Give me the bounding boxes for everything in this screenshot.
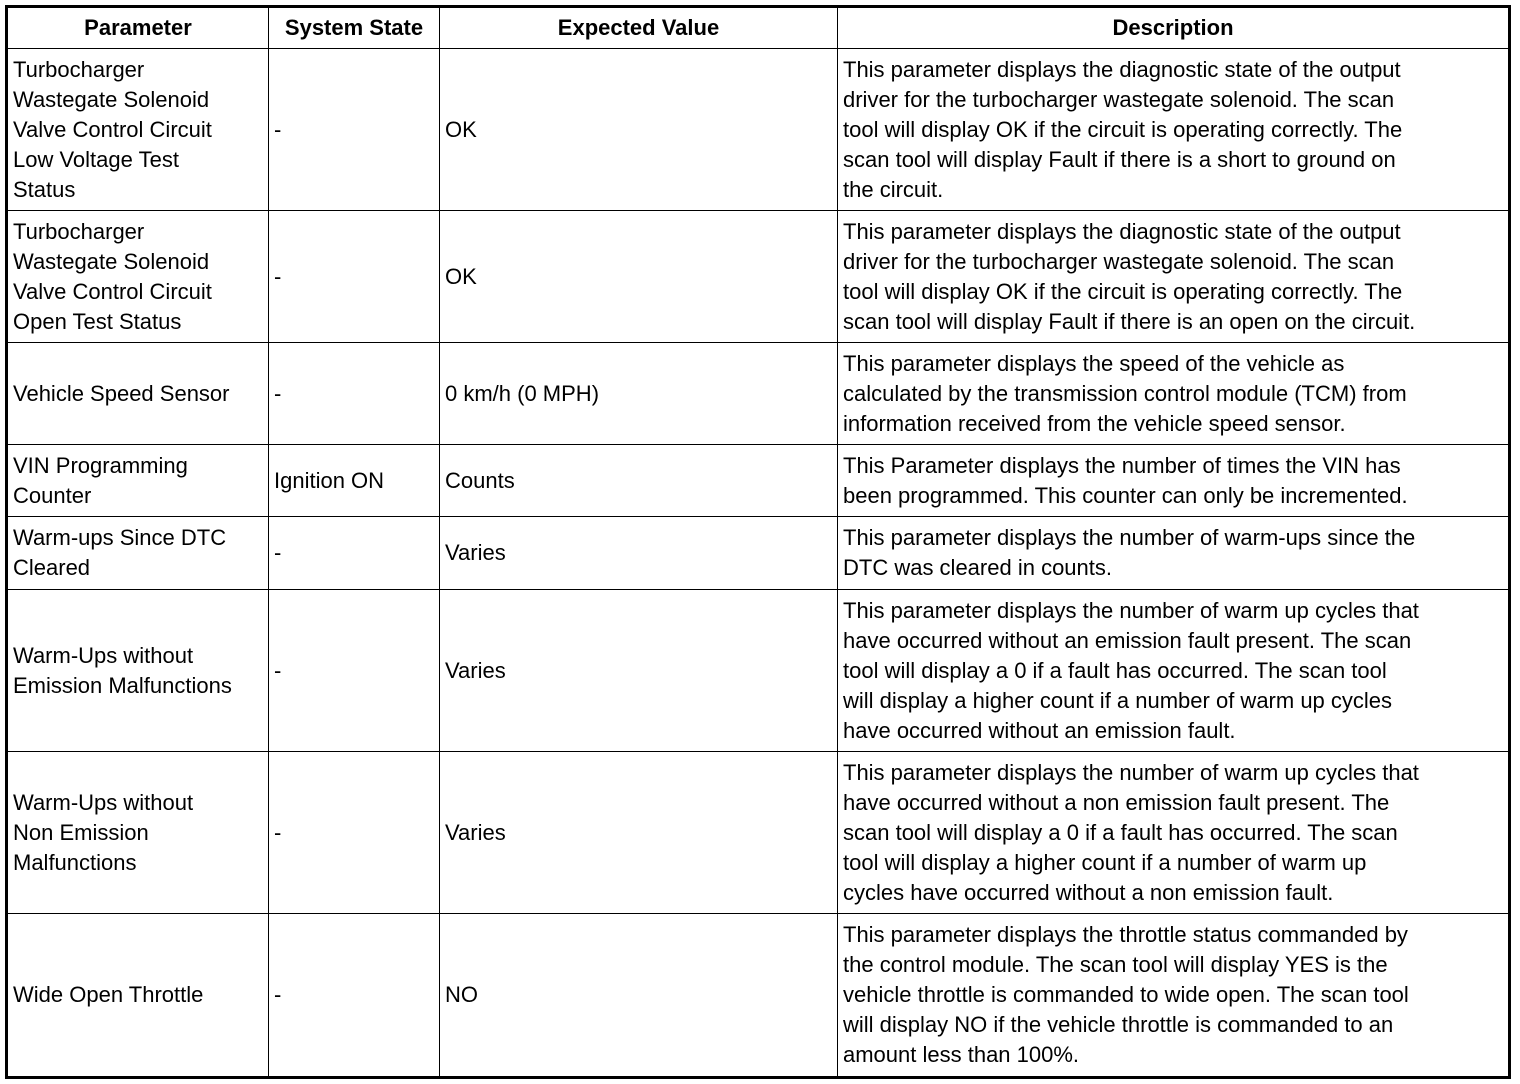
table-row bbox=[7, 445, 1510, 517]
cell-system-state: Ignition ON bbox=[269, 445, 440, 517]
cell-description: This parameter displays the throttle status commanded by the control module. The scan tool will display YES is the vehicle throttle is commanded to wide open. The scan tool will display NO if the vehicle throttle is commanded to an amount less than 100%. bbox=[838, 914, 1510, 1078]
cell-description: This parameter displays the number of warm up cycles that have occurred without an emission fault present. The scan tool will display a 0 if a fault has occurred. The scan tool will display a higher count if a number of warm up cycles have occurred without an emission fault. bbox=[838, 590, 1510, 752]
cell-parameter: Warm-Ups without Emission Malfunctions bbox=[7, 590, 269, 752]
cell-system-state: - bbox=[269, 343, 440, 445]
cell-parameter: Turbocharger Wastegate Solenoid Valve Control Circuit Open Test Status bbox=[7, 211, 269, 343]
header-parameter: Parameter bbox=[7, 7, 269, 49]
cell-parameter: Wide Open Throttle bbox=[7, 914, 269, 1078]
cell-expected-value: 0 km/h (0 MPH) bbox=[440, 343, 838, 445]
table-row bbox=[7, 517, 1510, 590]
header-system-state: System State bbox=[269, 7, 440, 49]
cell-expected-value: Varies bbox=[440, 752, 838, 914]
cell-system-state: - bbox=[269, 914, 440, 1078]
cell-parameter: Turbocharger Wastegate Solenoid Valve Control Circuit Low Voltage Test Status bbox=[7, 49, 269, 211]
cell-description: This parameter displays the number of warm-ups since the DTC was cleared in counts. bbox=[838, 517, 1510, 590]
cell-description: This Parameter displays the number of times the VIN has been programmed. This counter can only be incremented. bbox=[838, 445, 1510, 517]
cell-expected-value: Varies bbox=[440, 590, 838, 752]
cell-parameter: VIN Programming Counter bbox=[7, 445, 269, 517]
table-row bbox=[7, 49, 1510, 211]
cell-description: This parameter displays the speed of the vehicle as calculated by the transmission control module (TCM) from information received from the vehicle speed sensor. bbox=[838, 343, 1510, 445]
cell-system-state: - bbox=[269, 211, 440, 343]
cell-expected-value: OK bbox=[440, 211, 838, 343]
cell-expected-value: OK bbox=[440, 49, 838, 211]
cell-expected-value: Counts bbox=[440, 445, 838, 517]
header-expected-value: Expected Value bbox=[440, 7, 838, 49]
cell-expected-value: Varies bbox=[440, 517, 838, 590]
table-row bbox=[7, 914, 1510, 1078]
table-row bbox=[7, 343, 1510, 445]
parameter-table bbox=[5, 5, 1511, 1079]
header-description: Description bbox=[838, 7, 1510, 49]
cell-expected-value: NO bbox=[440, 914, 838, 1078]
table-row bbox=[7, 590, 1510, 752]
cell-system-state: - bbox=[269, 517, 440, 590]
cell-system-state: - bbox=[269, 752, 440, 914]
cell-parameter: Warm-ups Since DTC Cleared bbox=[7, 517, 269, 590]
cell-description: This parameter displays the number of warm up cycles that have occurred without a non emission fault present. The scan tool will display a 0 if a fault has occurred. The scan tool will display a higher count if a number of warm up cycles have occurred without a non emission fault. bbox=[838, 752, 1510, 914]
table-row bbox=[7, 752, 1510, 914]
cell-description: This parameter displays the diagnostic state of the output driver for the turbocharger wastegate solenoid. The scan tool will display OK if the circuit is operating correctly. The scan tool will display Fault if there is a short to ground on the circuit. bbox=[838, 49, 1510, 211]
cell-parameter: Vehicle Speed Sensor bbox=[7, 343, 269, 445]
table-row bbox=[7, 211, 1510, 343]
header-row bbox=[7, 7, 1510, 49]
cell-system-state: - bbox=[269, 590, 440, 752]
cell-system-state: - bbox=[269, 49, 440, 211]
cell-parameter: Warm-Ups without Non Emission Malfunctions bbox=[7, 752, 269, 914]
cell-description: This parameter displays the diagnostic state of the output driver for the turbocharger wastegate solenoid. The scan tool will display OK if the circuit is operating correctly. The scan tool will display Fault if there is an open on the circuit. bbox=[838, 211, 1510, 343]
